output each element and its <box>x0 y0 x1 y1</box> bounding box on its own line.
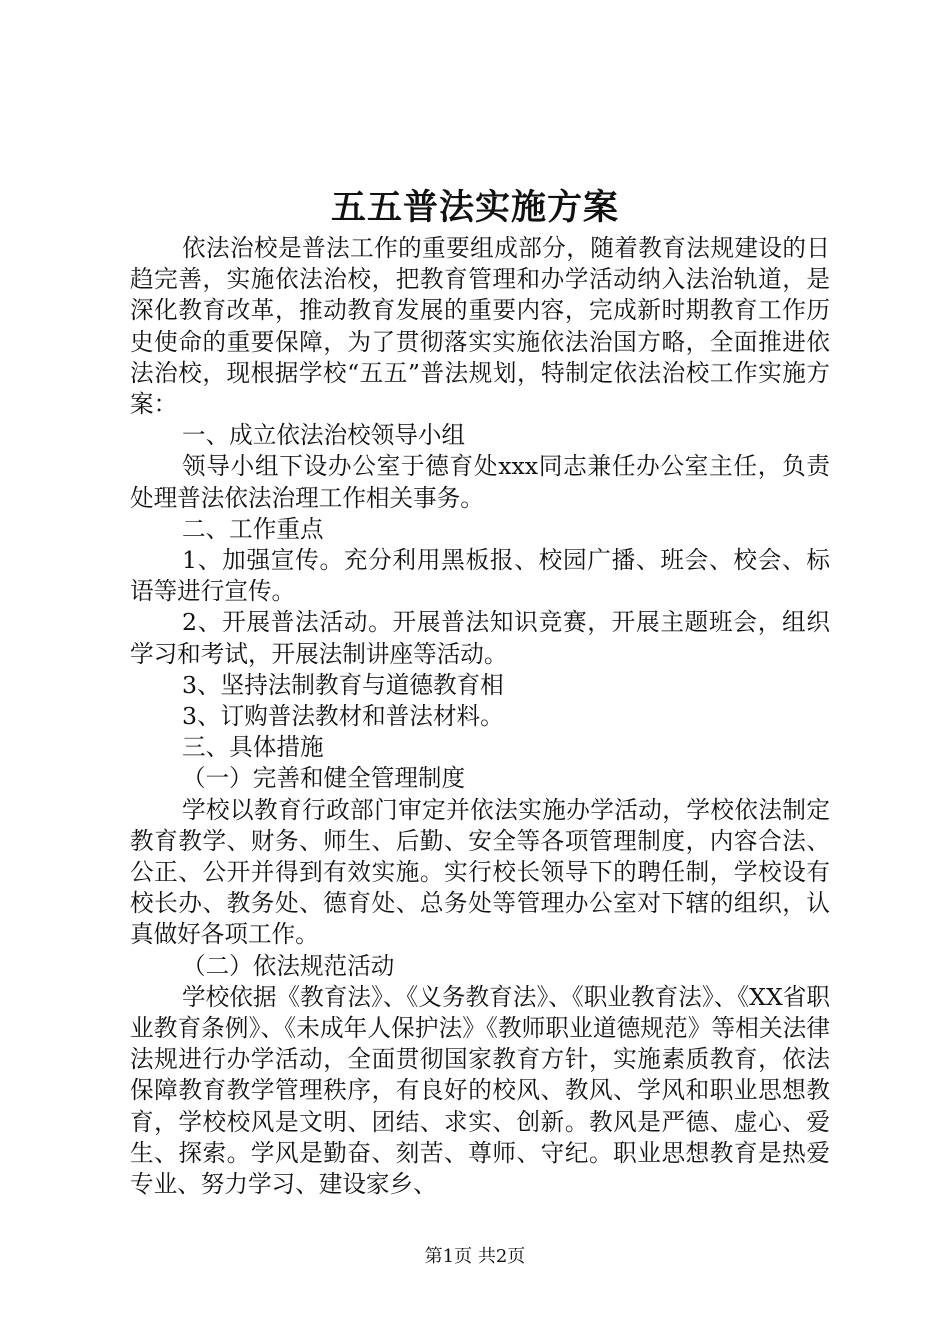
section-heading-2: 二、工作重点 <box>182 514 324 543</box>
subsection-heading-1: （一）完善和健全管理制度 <box>182 764 466 793</box>
document-body <box>130 233 830 1200</box>
document-title: 五五普法实施方案 <box>330 187 619 228</box>
section-heading-3: 三、具体措施 <box>182 733 324 762</box>
subsection-heading-2: （二）依法规范活动 <box>182 951 395 980</box>
list-item-activities: 2、开展普法活动。开展普法知识竞赛，开展主题班会，组织学习和考试，开展法制讲座等活动。 <box>130 608 830 668</box>
list-item-materials: 3、订购普法教材和普法材料。 <box>182 702 504 731</box>
list-item-publicity: 1、加强宣传。充分利用黑板报、校园广播、班会、校会、标语等进行宣传。 <box>130 546 830 606</box>
paragraph-management-system: 学校以教育行政部门审定并依法实施办学活动，学校依法制定教育教学、财务、师生、后勤、安全等各项管理制度，内容合法、公正、公开并得到有效实施。实行校长领导下的聘任制，学校设有校长办、教务处、德育处、总务处等管理办公室对下辖的组织，认真做好各项工作。 <box>130 795 830 949</box>
page-footer: 第1页 共2页 <box>424 1246 526 1267</box>
section-heading-1: 一、成立依法治校领导小组 <box>182 421 466 450</box>
paragraph-regulated-activities: 学校依据《教育法》、《义务教育法》、《职业教育法》、《XX省职业教育条例》、《未成年人保护法》《教师职业道德规范》等相关法律法规进行办学活动，全面贯彻国家教育方针，实施素质教育，依法保障教育教学管理秩序，有良好的校风、教风、学风和职业思想教育，学校校风是文明、团结、求实、创新。教风是严德、虚心、爱生、探索。学风是勤奋、刻苦、尊师、守纪。职业思想教育是热爱专业、努力学习、建设家乡、 <box>130 982 830 1199</box>
list-item-education: 3、坚持法制教育与道德教育相 <box>182 670 504 699</box>
paragraph-leadership-group: 领导小组下设办公室于德育处xxx同志兼任办公室主任，负责处理普法依法治理工作相关事务。 <box>130 452 830 512</box>
intro-paragraph: 依法治校是普法工作的重要组成部分，随着教育法规建设的日趋完善，实施依法治校，把教育管理和办学活动纳入法治轨道，是深化教育改革，推动教育发展的重要内容，完成新时期教育工作历史使命的重要保障，为了贯彻落实实施依法治国方略，全面推进依法治校，现根据学校“五五”普法规划，特制定依法治校工作实施方案： <box>130 234 830 419</box>
